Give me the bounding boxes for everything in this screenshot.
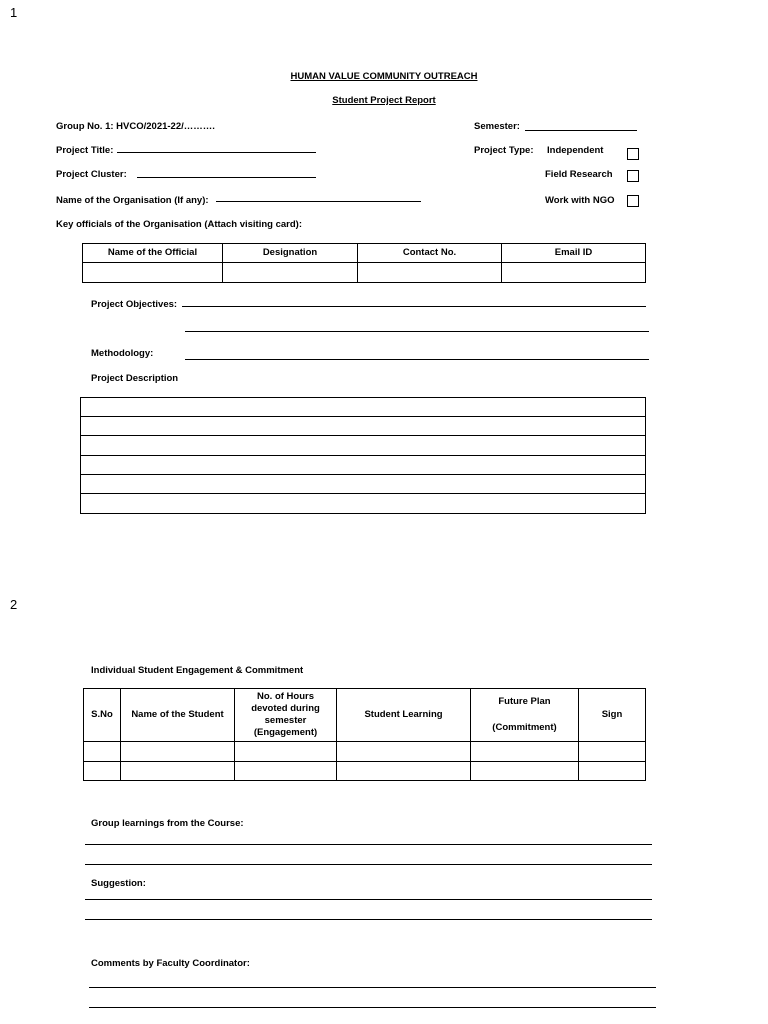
description-row[interactable] xyxy=(81,398,646,417)
project-title-label: Project Title: xyxy=(56,145,114,156)
header-sign: Sign xyxy=(579,689,646,742)
project-cluster-field[interactable] xyxy=(137,177,316,178)
group-no-label: Group No. 1: HVCO/2021-22/………. xyxy=(56,121,215,132)
type-field-research-label: Field Research xyxy=(545,169,613,180)
engagement-label: Individual Student Engagement & Commitment xyxy=(91,665,304,676)
header-hours xyxy=(235,689,337,742)
type-work-ngo-label: Work with NGO xyxy=(545,195,615,206)
officials-header-designation: Designation xyxy=(223,244,358,263)
project-type-label: Project Type: xyxy=(474,145,534,156)
engagement-cell[interactable] xyxy=(337,762,471,781)
engagement-cell[interactable] xyxy=(235,762,337,781)
methodology-label: Methodology: xyxy=(91,348,154,359)
form-subtitle: Student Project Report xyxy=(332,95,436,106)
organisation-label: Name of the Organisation (If any): xyxy=(56,195,209,206)
project-title-field[interactable] xyxy=(117,152,316,153)
engagement-cell[interactable] xyxy=(121,762,235,781)
engagement-cell[interactable] xyxy=(471,742,579,762)
objectives-field-2[interactable] xyxy=(185,331,649,332)
form-title: HUMAN VALUE COMMUNITY OUTREACH xyxy=(290,71,478,82)
engagement-table xyxy=(83,688,646,781)
group-learnings-field-1[interactable] xyxy=(85,844,652,845)
page-number-2: 2 xyxy=(10,597,18,612)
header-future-line-2: (Commitment) xyxy=(492,722,557,733)
objectives-label: Project Objectives: xyxy=(91,299,178,310)
description-row[interactable] xyxy=(81,494,646,514)
comments-field-1[interactable] xyxy=(89,987,656,988)
header-future-plan xyxy=(471,689,579,742)
group-learnings-field-2[interactable] xyxy=(85,864,652,865)
officials-cell[interactable] xyxy=(83,263,223,283)
suggestion-field-1[interactable] xyxy=(85,899,652,900)
description-row[interactable] xyxy=(81,456,646,475)
objectives-field-1[interactable] xyxy=(182,306,646,307)
suggestion-label: Suggestion: xyxy=(91,878,146,889)
header-hours-line-1: No. of Hours xyxy=(257,691,314,702)
officials-header-name: Name of the Official xyxy=(83,244,223,263)
description-row[interactable] xyxy=(81,417,646,436)
header-hours-line-3: semester xyxy=(264,715,307,726)
suggestion-field-2[interactable] xyxy=(85,919,652,920)
officials-header-contact: Contact No. xyxy=(358,244,502,263)
header-student-learning: Student Learning xyxy=(337,689,471,742)
header-hours-line-4: (Engagement) xyxy=(253,727,318,738)
officials-table xyxy=(82,243,646,283)
project-cluster-label: Project Cluster: xyxy=(56,169,127,180)
header-hours-line-2: devoted during xyxy=(251,703,320,714)
officials-cell[interactable] xyxy=(358,263,502,283)
comments-field-2[interactable] xyxy=(89,1007,656,1008)
independent-checkbox[interactable] xyxy=(627,148,639,160)
header-sno: S.No xyxy=(84,689,121,742)
header-future-line-1: Future Plan xyxy=(498,696,551,707)
engagement-cell[interactable] xyxy=(235,742,337,762)
engagement-cell[interactable] xyxy=(579,742,646,762)
methodology-field[interactable] xyxy=(185,359,649,360)
page-number-1: 1 xyxy=(10,5,18,20)
description-row[interactable] xyxy=(81,475,646,494)
description-table xyxy=(80,397,646,514)
engagement-cell[interactable] xyxy=(84,762,121,781)
officials-header-email: Email ID xyxy=(502,244,646,263)
officials-label: Key officials of the Organisation (Attach visiting card): xyxy=(56,219,302,230)
officials-cell[interactable] xyxy=(223,263,358,283)
work-ngo-checkbox[interactable] xyxy=(627,195,639,207)
engagement-cell[interactable] xyxy=(337,742,471,762)
engagement-cell[interactable] xyxy=(471,762,579,781)
engagement-cell[interactable] xyxy=(579,762,646,781)
officials-cell[interactable] xyxy=(502,263,646,283)
semester-field[interactable] xyxy=(525,130,637,131)
engagement-cell[interactable] xyxy=(84,742,121,762)
comments-label: Comments by Faculty Coordinator: xyxy=(91,958,250,969)
engagement-cell[interactable] xyxy=(121,742,235,762)
organisation-field[interactable] xyxy=(216,201,421,202)
field-research-checkbox[interactable] xyxy=(627,170,639,182)
type-independent-label: Independent xyxy=(547,145,604,156)
semester-label: Semester: xyxy=(474,121,520,132)
description-row[interactable] xyxy=(81,436,646,456)
group-learnings-label: Group learnings from the Course: xyxy=(91,818,244,829)
description-label: Project Description xyxy=(91,373,179,384)
header-student-name: Name of the Student xyxy=(121,689,235,742)
